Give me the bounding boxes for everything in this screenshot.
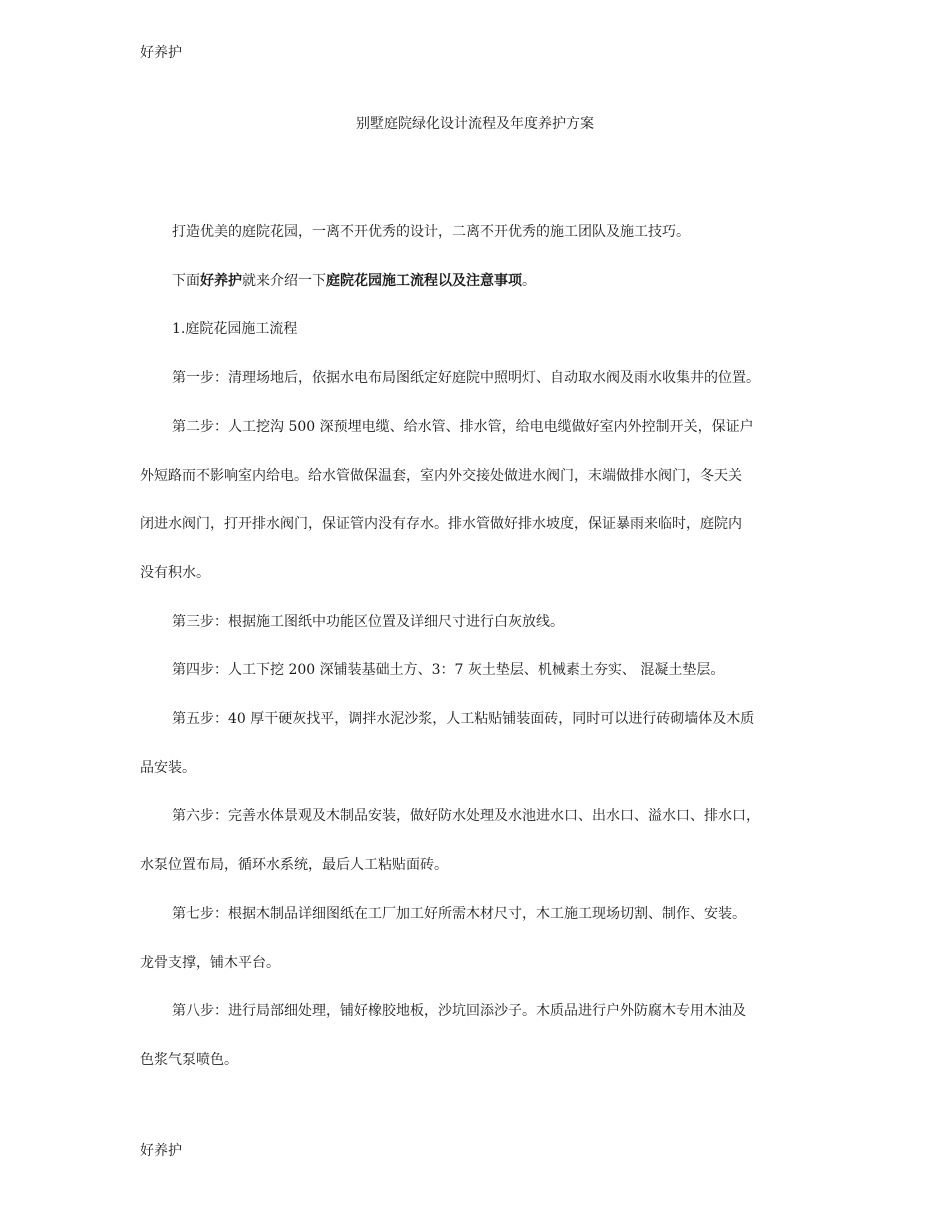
step-1-line-1: 第一步：清理场地后，依据水电布局图纸定好庭院中照明灯、自动取水阀及雨水收集井的位置。 [172, 370, 760, 387]
lead-topic: 庭院花园施工流程以及注意事项 [326, 272, 522, 289]
lead-mid: 就来介绍一下 [242, 272, 326, 289]
step-7-line-1: 第七步：根据木制品详细图纸在工厂加工好所需木材尺寸，木工施工现场切割、制作、安装。 [172, 905, 746, 922]
lead-paragraph [140, 257, 820, 306]
step-5-line-1: 第五步：40 厚干硬灰找平，调拌水泥沙浆，人工粘贴铺装面砖，同时可以进行砖砌墙体及木质 [172, 711, 755, 728]
page-footer: 好养护 [140, 1143, 182, 1159]
lead-brand: 好养护 [200, 272, 242, 289]
step-2-line-2: 外短路而不影响室内给电。给水管做保温套，室内外交接处做进水阀门，末端做排水阀门，冬天关 [140, 467, 742, 484]
intro-paragraph: 打造优美的庭院花园，一离不开优秀的设计，二离不开优秀的施工团队及施工技巧。 [172, 224, 690, 240]
step-6-line-1: 第六步：完善水体景观及木制品安装，做好防水处理及水池进水口、出水口、溢水口、排水口， [172, 808, 760, 825]
document-title: 别墅庭院绿化设计流程及年度养护方案 [356, 116, 594, 132]
step-8-line-2: 色浆气泵喷色。 [140, 1051, 238, 1068]
lead-pre: 下面 [172, 272, 200, 289]
step-7-line-2: 龙骨支撑，铺木平台。 [140, 954, 280, 971]
step-3-line-1: 第三步：根据施工图纸中功能区位置及详细尺寸进行白灰放线。 [172, 613, 564, 630]
document-body [140, 208, 820, 1085]
step-2-line-3: 闭进水阀门，打开排水阀门，保证管内没有存水。排水管做好排水坡度，保证暴雨来临时，庭院内 [140, 516, 742, 533]
step-4-line-1: 第四步：人工下挖 200 深铺装基础土方、3：7 灰土垫层、机械素土夯实、 混凝土垫层。 [172, 662, 725, 679]
section-heading: 1.庭院花园施工流程 [172, 321, 298, 338]
lead-end: 。 [522, 272, 536, 289]
page-header: 好养护 [140, 45, 182, 61]
step-6-line-2: 水泵位置布局，循环水系统，最后人工粘贴面砖。 [140, 857, 448, 874]
step-8-line-1: 第八步：进行局部细处理，铺好橡胶地板，沙坑回添沙子。木质品进行户外防腐木专用木油及 [172, 1003, 746, 1020]
step-2-line-1: 第二步：人工挖沟 500 深预埋电缆、给水管、排水管，给电电缆做好室内外控制开关，保证户 [172, 418, 754, 435]
step-5-line-2: 品安装。 [140, 759, 196, 776]
step-2-line-4: 没有积水。 [140, 564, 210, 581]
